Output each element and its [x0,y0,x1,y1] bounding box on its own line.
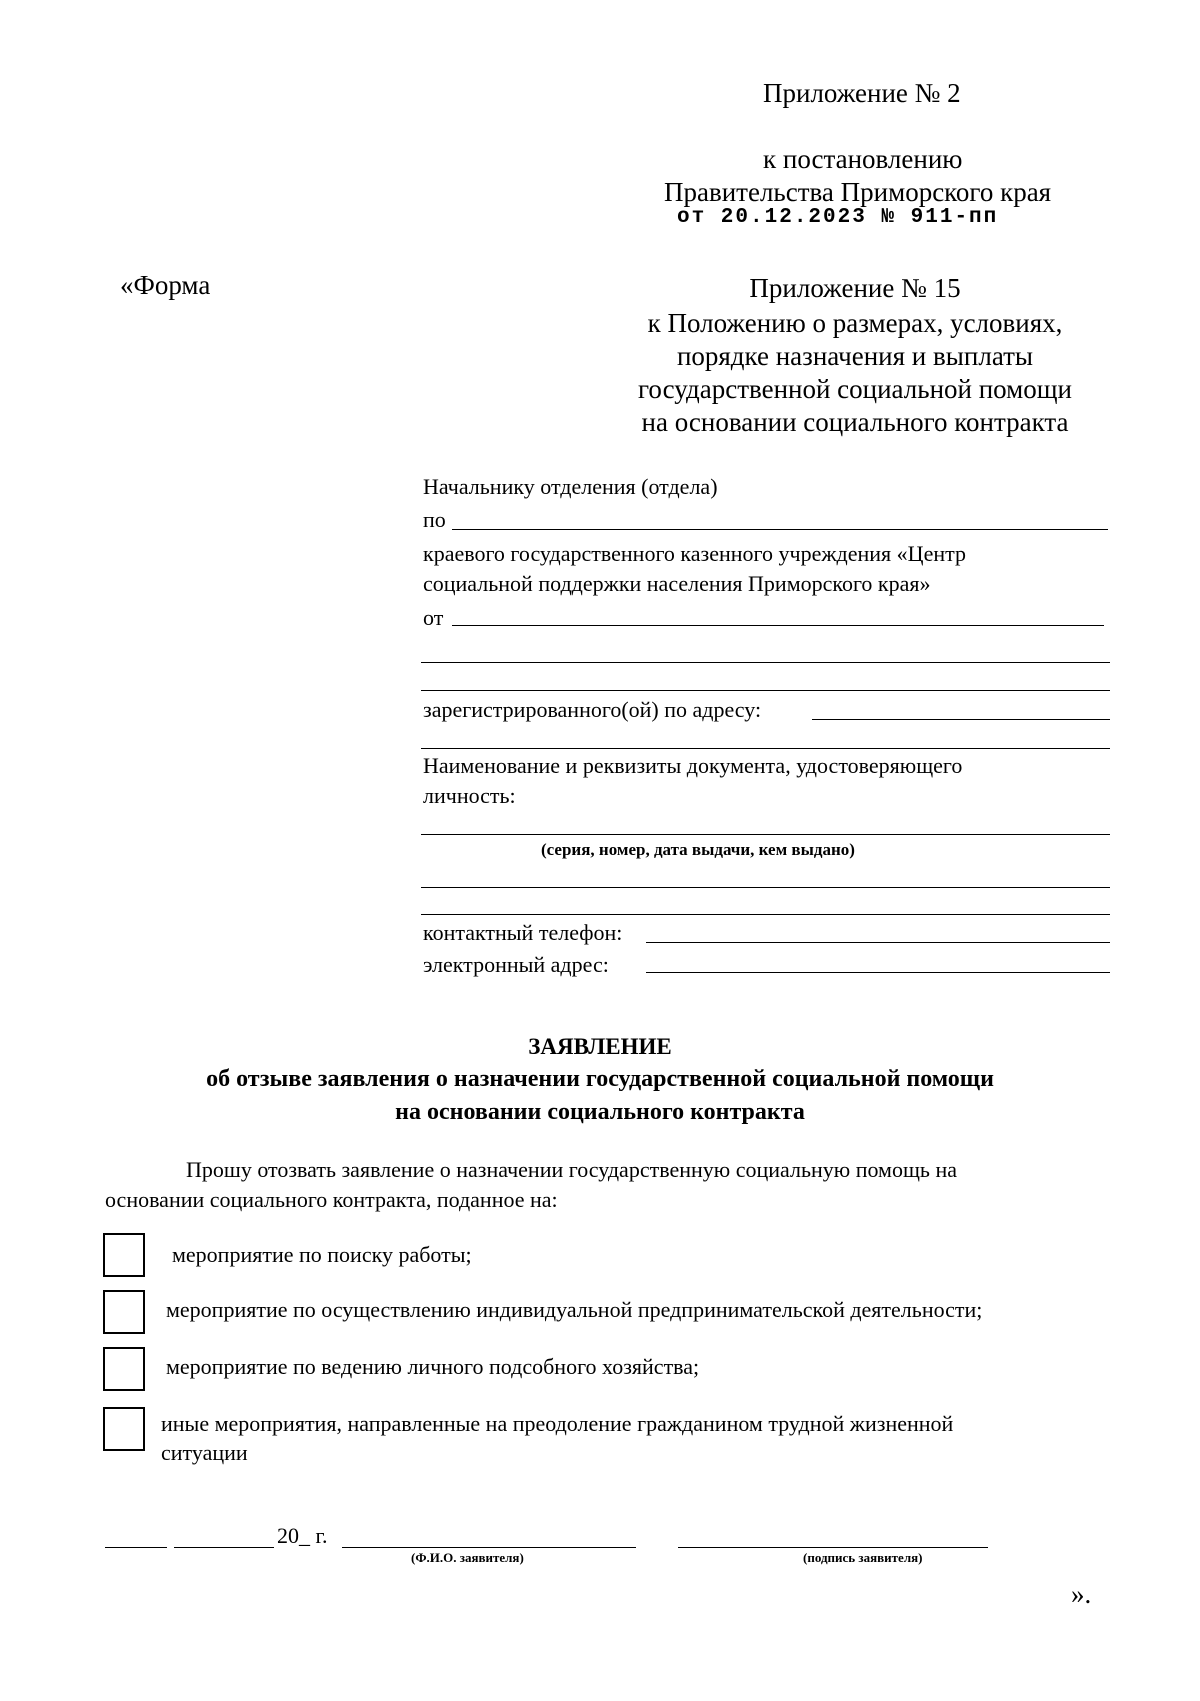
from-field-line-2[interactable] [421,662,1110,663]
form-label: «Форма [120,270,211,300]
addressee-po-label: по [423,507,446,532]
email-field-line[interactable] [646,972,1110,973]
address-field-line[interactable] [812,719,1110,720]
option-job-search-checkbox[interactable] [103,1233,145,1277]
from-field-line-3[interactable] [421,690,1110,691]
year-label: 20_ г. [277,1523,328,1548]
addressee-head: Начальнику отделения (отдела) [423,474,718,499]
option-entrepreneurship-label: мероприятие по осуществлению индивидуальной предпринимательской деятельности; [166,1297,983,1322]
registered-address-label: зарегистрированного(ой) по адресу: [423,697,762,722]
signature-hint: (подпись заявителя) [803,1550,923,1565]
id-document-label-2: личность: [423,783,516,808]
id-document-field-line-2[interactable] [421,887,1110,888]
appendix-15-line-3: порядке назначения и выплаты [676,341,1034,371]
phone-label: контактный телефон: [423,920,623,945]
appendix-2-heading: Приложение № 2 [763,78,961,108]
date-month-line[interactable] [174,1547,274,1548]
date-day-line[interactable] [105,1547,167,1548]
fio-hint: (Ф.И.О. заявителя) [411,1550,524,1565]
id-document-field-line[interactable] [421,834,1110,835]
resolution-reference: от 20.12.2023 № 911-пп [677,206,999,229]
request-paragraph-line-1: Прошу отозвать заявление о назначении государственную социальную помощь на [186,1157,957,1182]
institution-line-2: социальной поддержки населения Приморского края» [423,571,931,596]
signature-field-line[interactable] [678,1547,988,1548]
phone-field-line[interactable] [646,942,1110,943]
option-other-checkbox[interactable] [103,1407,145,1451]
statement-subtitle-1: об отзыве заявления о назначении государственной социальной помощи [206,1066,994,1092]
id-document-label-1: Наименование и реквизиты документа, удостоверяющего [423,753,963,778]
address-field-line-2[interactable] [421,748,1110,749]
id-document-hint: (серия, номер, дата выдачи, кем выдано) [541,840,855,859]
appendix-15-line-5: на основании социального контракта [641,407,1069,437]
closing-quote: ». [1071,1579,1092,1609]
statement-subtitle-2: на основании социального контракта [395,1099,805,1125]
appendix-15-line-4: государственной социальной помощи [638,374,1072,404]
option-job-search-label: мероприятие по поиску работы; [172,1242,472,1267]
option-household-label: мероприятие по ведению личного подсобного хозяйства; [166,1354,700,1379]
appendix-15-line-2: к Положению о размерах, условиях, [647,308,1063,338]
statement-title: ЗАЯВЛЕНИЕ [528,1034,672,1059]
government-line: Правительства Приморского края [664,177,1052,207]
po-field-line[interactable] [452,529,1108,530]
request-paragraph-line-2: основании социального контракта, поданное на: [105,1187,558,1212]
institution-line-1: краевого государственного казенного учреждения «Центр [423,541,966,566]
id-document-field-line-3[interactable] [421,914,1110,915]
from-field-line[interactable] [452,625,1104,626]
appendix-15-line-1: Приложение № 15 [749,273,961,303]
option-other-label-2: ситуации [161,1440,248,1465]
option-entrepreneurship-checkbox[interactable] [103,1290,145,1334]
fio-field-line[interactable] [342,1547,636,1548]
email-label: электронный адрес: [423,952,609,977]
from-label: от [423,605,444,630]
option-other-label-1: иные мероприятия, направленные на преодоление гражданином трудной жизненной [161,1411,954,1436]
option-household-checkbox[interactable] [103,1347,145,1391]
to-resolution-line: к постановлению [763,144,963,174]
